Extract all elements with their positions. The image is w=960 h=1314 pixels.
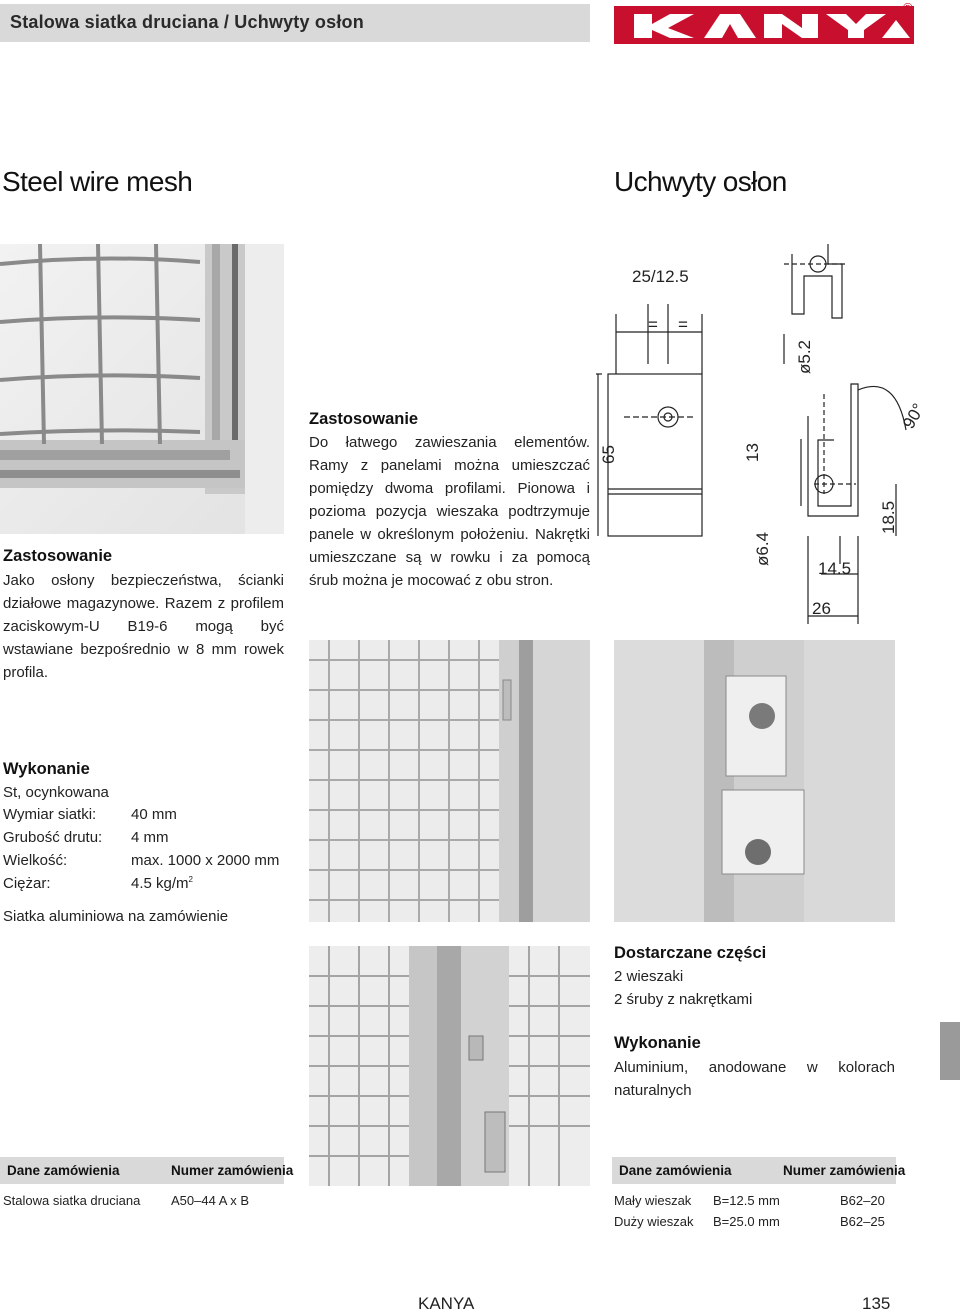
supplied-part-item: 2 śruby z nakrętkami <box>614 991 753 1008</box>
material-text: St, ocynkowana <box>3 784 109 801</box>
spec-label: Grubość drutu: <box>3 829 103 846</box>
column-header: Numer zamówienia <box>171 1163 294 1178</box>
hanger-closeup-photo <box>614 640 895 922</box>
svg-text:=: = <box>678 315 688 334</box>
table-cell: Mały wieszak <box>614 1193 692 1208</box>
svg-text:=: = <box>648 315 658 334</box>
table-cell: B62–20 <box>840 1193 885 1208</box>
right-table-header <box>612 1157 906 1184</box>
svg-text:65: 65 <box>599 445 618 464</box>
middle-application-heading: Zastosowanie <box>309 410 419 428</box>
left-page-title: Steel wire mesh <box>2 166 193 197</box>
table-cell: Duży wieszak <box>614 1214 694 1229</box>
mesh-panel-photo <box>309 640 590 922</box>
table-cell: Stalowa siatka druciana <box>3 1193 141 1208</box>
table-cell: A50–44 A x B <box>171 1193 250 1208</box>
column-header: Dane zamówienia <box>7 1163 120 1178</box>
svg-text:26: 26 <box>812 599 831 618</box>
table-cell: B=12.5 mm <box>713 1193 780 1208</box>
spec-label: Ciężar: <box>3 875 51 892</box>
left-execution-heading: Wykonanie <box>3 760 90 778</box>
spec-label: Wielkość: <box>3 852 68 869</box>
spec-value: 4 mm <box>131 829 169 846</box>
spec-value: 4.5 $kg/m^2$ <box>131 875 193 892</box>
column-header: Dane zamówienia <box>619 1163 732 1178</box>
middle-application-text: Do łatwego zawieszania elementów. Ramy z panelami można umieszczać pomiędzy dwoma profilami. Pionowa i pozioma pozycja wieszaka podtrzymuje panele w określonym położeniu. Nakrętki umieszczane są w rowku i za pomocą śrub można je mocować z obu stron. <box>309 434 590 589</box>
svg-text:90°: 90° <box>899 400 929 432</box>
left-application-heading: Zastosowanie <box>3 547 113 565</box>
kanya-logo <box>612 0 918 46</box>
column-header: Numer zamówienia <box>783 1163 906 1178</box>
spec-label: Wymiar siatki: <box>3 806 97 823</box>
right-execution-text: Aluminium, anodowane w kolorach naturalnych <box>614 1059 895 1099</box>
svg-text:14.5: 14.5 <box>818 559 852 578</box>
supplied-parts-heading: Dostarczane części <box>614 944 767 962</box>
svg-text:ø5.2: ø5.2 <box>795 339 814 374</box>
spec-value: max. 1000 x 2000 mm <box>131 852 280 869</box>
right-page-title: Uchwyty osłon <box>614 166 787 197</box>
page-number: 135 <box>862 1294 891 1313</box>
svg-text:®: ® <box>903 0 913 15</box>
left-table-header <box>0 1157 294 1184</box>
supplied-part-item: 2 wieszaki <box>614 968 684 985</box>
svg-text:18.5: 18.5 <box>879 500 898 534</box>
left-application-text: Jako osłony bezpieczeństwa, ścianki działowe magazynowe. Razem z profilem zaciskowym-U B19-6 mogą być wstawiane bezpośrednio w 8 mm rowek profila. <box>3 572 284 681</box>
svg-text:25/12.5: 25/12.5 <box>632 267 689 286</box>
footer-brand: KANYA <box>418 1294 475 1313</box>
table-cell: B=25.0 mm <box>713 1214 780 1229</box>
page-edge-tab <box>940 1022 960 1080</box>
svg-text:13: 13 <box>743 443 762 462</box>
wire-mesh-corner-photo <box>0 244 284 534</box>
mesh-door-photo <box>309 946 590 1186</box>
right-execution-heading: Wykonanie <box>614 1034 701 1052</box>
svg-text:ø6.4: ø6.4 <box>753 531 772 566</box>
table-cell: B62–25 <box>840 1214 885 1229</box>
spec-value: 40 mm <box>131 806 177 823</box>
hanger-technical-drawing <box>596 244 960 630</box>
header-title: Stalowa siatka druciana / Uchwyty osłon <box>10 12 364 32</box>
aluminium-mesh-note: Siatka aluminiowa na zamówienie <box>3 908 229 925</box>
